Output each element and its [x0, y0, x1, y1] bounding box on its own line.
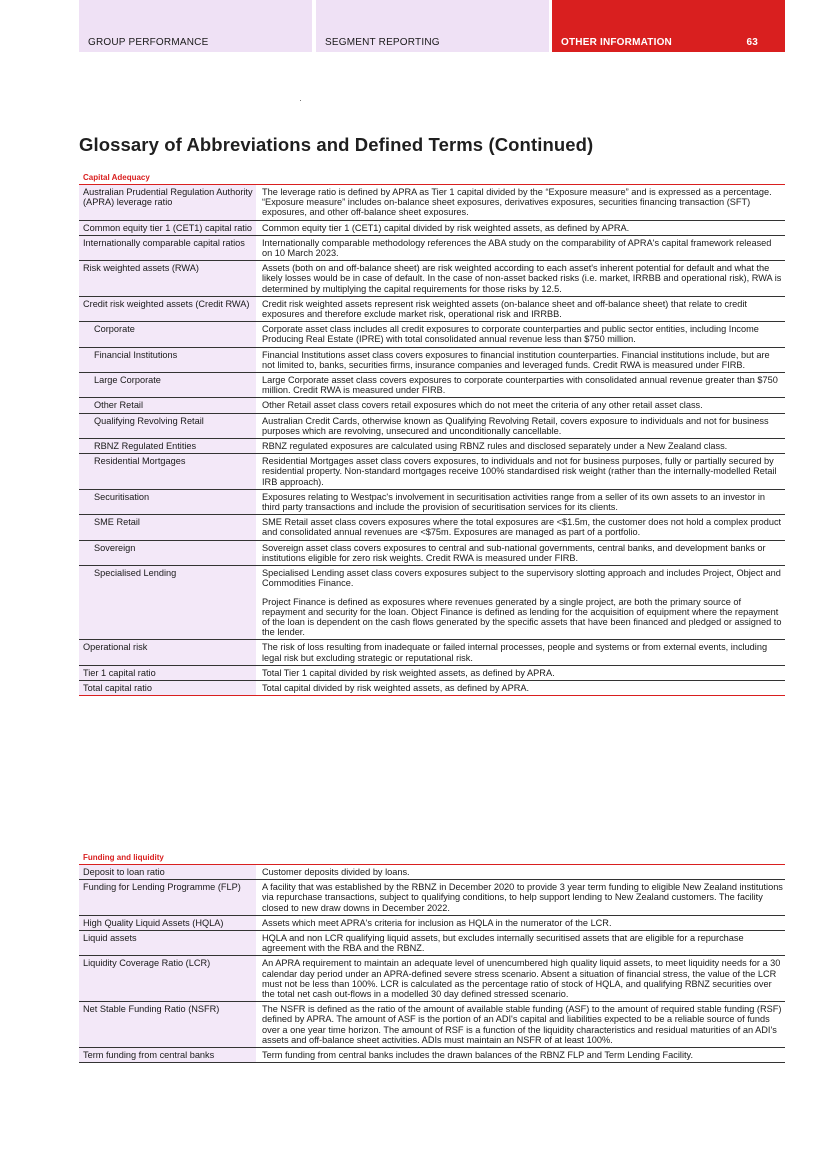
glossary-row	[79, 515, 785, 540]
glossary-row	[79, 413, 785, 438]
glossary-row	[79, 347, 785, 372]
capital-adequacy-table	[79, 185, 785, 696]
definition-paragraph: A facility that was established by the RBNZ in December 2020 to provide 3 year term funding to eligible New Zealand institutions via repurchase transactions, subject to qualifying conditions, to help support lending to New Zealand customers. The facility closed to new draw downs in December 2022.	[262, 882, 783, 913]
funding-liquidity-section	[79, 851, 785, 1063]
glossary-row	[79, 220, 785, 235]
definition-paragraph: Common equity tier 1 (CET1) capital divided by risk weighted assets, as defined by APRA.	[262, 222, 630, 233]
glossary-term: Liquidity Coverage Ratio (LCR)	[79, 956, 256, 1002]
glossary-term: SME Retail	[79, 515, 256, 540]
page-title: Glossary of Abbreviations and Defined Terms (Continued)	[79, 134, 594, 155]
glossary-term: Tier 1 capital ratio	[79, 665, 256, 680]
glossary-definition	[256, 322, 785, 347]
glossary-definition	[256, 540, 785, 565]
definition-paragraph: Sovereign asset class covers exposures to central and sub-national governments, central banks, and development banks or institutions eligible for zero risk weights. Credit RWA is measured under FIRB.	[262, 542, 766, 563]
glossary-row	[79, 931, 785, 956]
header-tabs	[79, 0, 785, 52]
glossary-definition	[256, 489, 785, 514]
tab-segment-reporting[interactable]	[316, 0, 549, 52]
glossary-row	[79, 680, 785, 695]
glossary-definition	[256, 956, 785, 1002]
glossary-row	[79, 880, 785, 916]
definition-paragraph: Assets (both on and off-balance sheet) are risk weighted according to each asset's inherent potential for default and what the likely losses would be in case of default. In the case of non-asset backed risks (i.e. market, IRRBB and operational risk), RWA is determined by multiplying the capital requirements for those risks by 12.5.	[262, 263, 782, 294]
glossary-term: Corporate	[79, 322, 256, 347]
stray-dot	[300, 100, 301, 101]
glossary-row	[79, 261, 785, 297]
glossary-term: Large Corporate	[79, 373, 256, 398]
glossary-term: Deposit to loan ratio	[79, 865, 256, 880]
glossary-term: RBNZ Regulated Entities	[79, 439, 256, 454]
definition-paragraph: The NSFR is defined as the ratio of the amount of available stable funding (ASF) to the amount of required stable funding (RSF) defined by APRA. The amount of ASF is the portion of an ADI's capital and liabilities expected to be a reliable source of funds over a one year time horizon. The amount of RSF is a function of the liquidity characteristics and residual maturities of an ADI's assets and off-balance sheet activities. ADIs must maintain an NSFR of at least 100%.	[262, 1004, 782, 1045]
definition-paragraph: Residential Mortgages asset class covers exposures, to individuals and not for business purposes, fully or partially secured by residential property. Non-standard mortgages receive 100% standardised risk weight (rather than the internally-modelled Retail IRB approach).	[262, 456, 777, 487]
glossary-definition	[256, 185, 785, 220]
glossary-term: Sovereign	[79, 540, 256, 565]
glossary-term: Residential Mortgages	[79, 454, 256, 490]
glossary-row	[79, 235, 785, 260]
capital-adequacy-section	[79, 171, 785, 696]
definition-paragraph: Exposures relating to Westpac's involvement in securitisation activities range from a seller of its own assets to an investor in third party transactions and include the provision of securitisation services for its clients.	[262, 491, 766, 513]
glossary-term: Specialised Lending	[79, 566, 256, 640]
glossary-row	[79, 640, 785, 665]
glossary-term: Net Stable Funding Ratio (NSFR)	[79, 1002, 256, 1048]
glossary-definition	[256, 680, 785, 695]
glossary-row	[79, 1048, 785, 1063]
glossary-definition	[256, 640, 785, 665]
definition-paragraph: Credit risk weighted assets represent risk weighted assets (on-balance sheet and off-balance sheet) that relate to credit exposures and therefore exclude market risk, operational risk and IRRBB.	[262, 298, 747, 320]
definition-paragraph: Specialised Lending asset class covers exposures subject to the supervisory slotting approach and includes Project, Object and Commodities Finance.	[262, 568, 781, 589]
glossary-row	[79, 439, 785, 454]
glossary-definition	[256, 439, 785, 454]
glossary-term: Common equity tier 1 (CET1) capital ratio	[79, 220, 256, 235]
glossary-term: Credit risk weighted assets (Credit RWA)	[79, 296, 256, 321]
definition-paragraph: Term funding from central banks includes the drawn balances of the RBNZ FLP and Term Lending Facility.	[262, 1050, 694, 1061]
glossary-term: Operational risk	[79, 640, 256, 665]
glossary-definition	[256, 1002, 785, 1048]
definition-paragraph: Other Retail asset class covers retail exposures which do not meet the criteria of any other retail asset class.	[262, 400, 703, 411]
glossary-term: Other Retail	[79, 398, 256, 413]
glossary-row	[79, 915, 785, 930]
glossary-definition	[256, 296, 785, 321]
glossary-row	[79, 865, 785, 880]
glossary-definition	[256, 1048, 785, 1063]
glossary-definition	[256, 413, 785, 438]
page-number: 63	[746, 37, 758, 48]
glossary-term: Internationally comparable capital ratios	[79, 235, 256, 260]
glossary-definition	[256, 235, 785, 260]
tab-label: GROUP PERFORMANCE	[88, 37, 209, 48]
definition-paragraph: Project Finance is defined as exposures where revenues generated by a single project, are both the primary source of repayment and security for the loan. Object Finance is defined as lending for the acquisition of equipment where the repayment of the loan is dependent on the cash flows generated by the specific assets that have been financed and pledged or assigned to the lender.	[262, 596, 782, 638]
definition-paragraph: HQLA and non LCR qualifying liquid assets, but excludes internally securitised assets that are eligible for a repurchase agreement with the RBA and the RBNZ.	[262, 933, 744, 954]
glossary-definition	[256, 880, 785, 916]
definition-paragraph: Large Corporate asset class covers exposures to corporate counterparties with consolidated annual revenue greater than $750 million. Credit RWA is measured under FIRB.	[262, 375, 778, 396]
glossary-definition	[256, 220, 785, 235]
glossary-row	[79, 956, 785, 1002]
definition-paragraph: Internationally comparable methodology references the ABA study on the comparability of APRA's capital framework released on 10 March 2023.	[262, 237, 772, 259]
glossary-definition	[256, 515, 785, 540]
glossary-term: High Quality Liquid Assets (HQLA)	[79, 915, 256, 930]
glossary-term: Total capital ratio	[79, 680, 256, 695]
glossary-row	[79, 1002, 785, 1048]
section-heading: Funding and liquidity	[79, 851, 785, 865]
glossary-term: Australian Prudential Regulation Authority (APRA) leverage ratio	[79, 185, 256, 220]
definition-paragraph: Financial Institutions asset class covers exposures to financial institution counterparties. Financial institutions include, but are not limited to, banks, securities firms, insurance companies and leveraged funds. Credit RWA is measured under FIRB.	[262, 349, 770, 370]
glossary-row	[79, 665, 785, 680]
definition-paragraph: Customer deposits divided by loans.	[262, 867, 410, 877]
definition-paragraph: Australian Credit Cards, otherwise known as Qualifying Revolving Retail, covers exposure to individuals and not for business purposes which are revolving, unsecured and unconditionally cancellable.	[262, 415, 769, 436]
glossary-term: Term funding from central banks	[79, 1048, 256, 1063]
glossary-definition	[256, 261, 785, 297]
glossary-row	[79, 540, 785, 565]
glossary-definition	[256, 347, 785, 372]
definition-paragraph: Total Tier 1 capital divided by risk weighted assets, as defined by APRA.	[262, 667, 555, 678]
glossary-definition	[256, 398, 785, 413]
glossary-term: Funding for Lending Programme (FLP)	[79, 880, 256, 916]
glossary-definition	[256, 915, 785, 930]
glossary-term: Liquid assets	[79, 931, 256, 956]
funding-liquidity-table	[79, 865, 785, 1063]
definition-paragraph: SME Retail asset class covers exposures where the total exposures are <$1.5m, the customer does not hold a complex product and consolidated annual revenues are <$75m. Exposures are managed as part of a portfolio.	[262, 517, 782, 538]
glossary-row	[79, 566, 785, 640]
definition-paragraph: Corporate asset class includes all credit exposures to corporate counterparties and public sector entities, including Income Producing Real Estate (IPRE) with total consolidated annual revenue less than $750 million.	[262, 324, 759, 345]
glossary-row	[79, 185, 785, 220]
tab-group-performance[interactable]	[79, 0, 312, 52]
definition-paragraph: Assets which meet APRA's criteria for inclusion as HQLA in the numerator of the LCR.	[262, 917, 612, 928]
glossary-term: Qualifying Revolving Retail	[79, 413, 256, 438]
glossary-row	[79, 373, 785, 398]
glossary-definition	[256, 373, 785, 398]
glossary-row	[79, 398, 785, 413]
glossary-term: Securitisation	[79, 489, 256, 514]
glossary-definition	[256, 566, 785, 640]
glossary-term: Financial Institutions	[79, 347, 256, 372]
definition-paragraph: RBNZ regulated exposures are calculated using RBNZ rules and disclosed separately under a New Zealand class.	[262, 441, 728, 452]
glossary-row	[79, 322, 785, 347]
glossary-term: Risk weighted assets (RWA)	[79, 261, 256, 297]
glossary-row	[79, 489, 785, 514]
definition-paragraph: The risk of loss resulting from inadequate or failed internal processes, people and systems or from external events, including legal risk but excluding strategic or reputational risk.	[262, 642, 768, 663]
definition-paragraph: The leverage ratio is defined by APRA as Tier 1 capital divided by the “Exposure measure” and is expressed as a percentage. “Exposure measure” includes on-balance sheet exposures, derivatives exposures, securities financing transaction (SFT) exposures, and other off-balance sheet exposures.	[262, 187, 772, 218]
glossary-definition	[256, 931, 785, 956]
definition-paragraph: Total capital divided by risk weighted assets, as defined by APRA.	[262, 682, 530, 693]
definition-paragraph: An APRA requirement to maintain an adequate level of unencumbered high quality liquid assets, to meet liquidity needs for a 30 calendar day period under an APRA-defined severe stress scenario. Absent a situation of financial stress, the value of the LCR must not be less than 100%. LCR is calculated as the percentage ratio of stock of HQLA, and qualifying RBNZ securities over the total net cash out-flows in a modelled 30 day defined stressed scenario.	[262, 958, 781, 1000]
tab-other-information[interactable]	[552, 0, 785, 52]
glossary-definition	[256, 665, 785, 680]
section-heading: Capital Adequacy	[79, 171, 785, 185]
glossary-row	[79, 296, 785, 321]
glossary-definition	[256, 454, 785, 490]
glossary-definition	[256, 865, 785, 880]
tab-label: SEGMENT REPORTING	[325, 37, 440, 48]
glossary-row	[79, 454, 785, 490]
tab-label: OTHER INFORMATION	[561, 37, 672, 48]
